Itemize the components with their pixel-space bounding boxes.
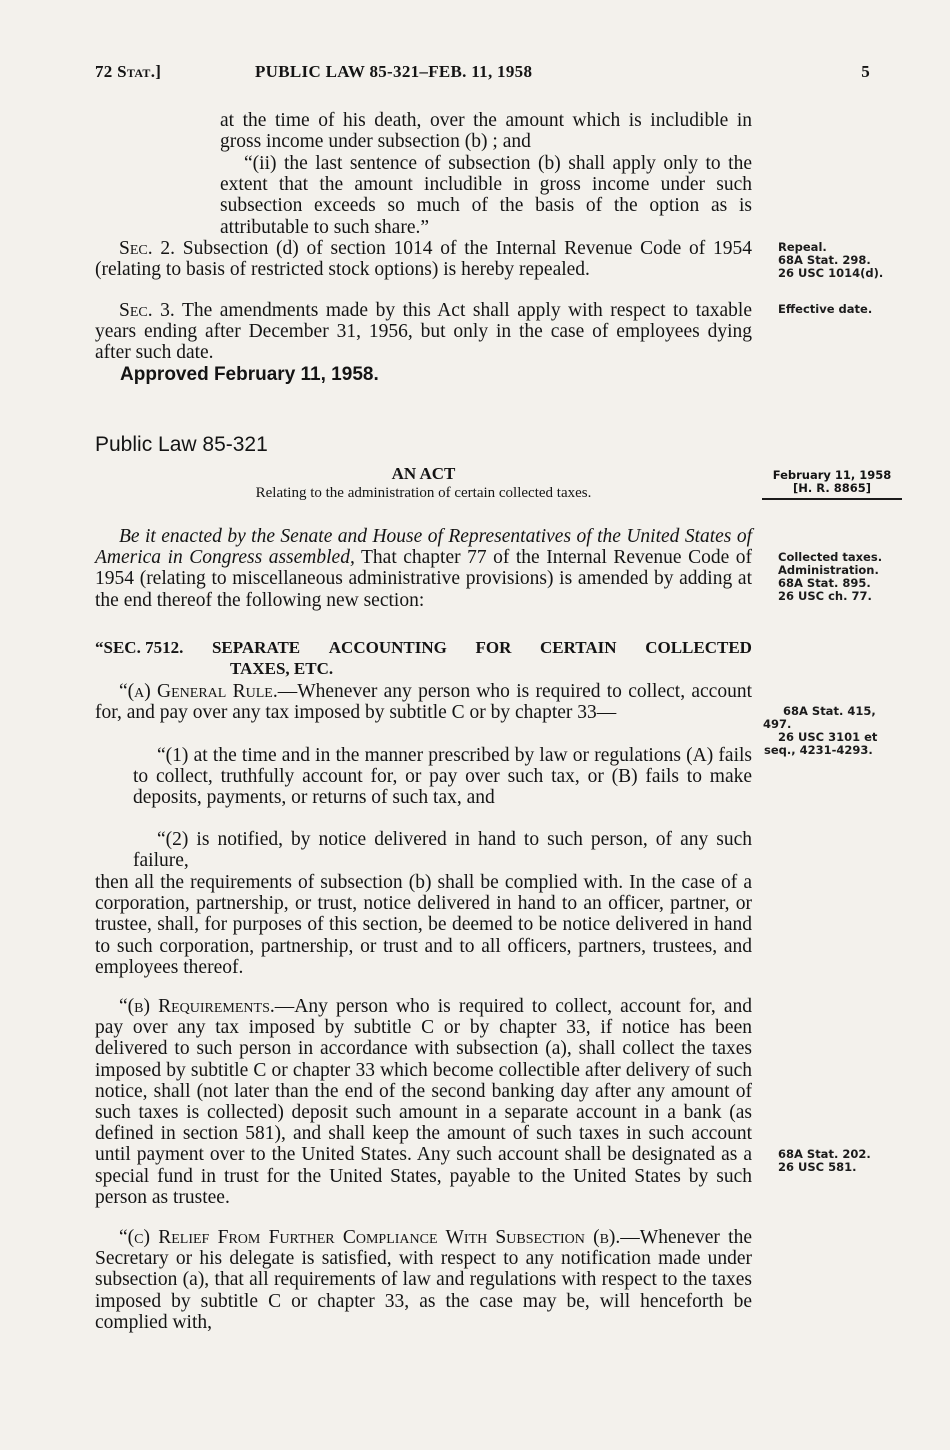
section-3-text: The amendments made by this Act shall apply with respect to taxable years ending after December 31, 1956, but only in the case of employees dying after such date. <box>95 300 752 364</box>
margin-note-repeal <box>778 241 883 280</box>
subsection-a <box>95 681 752 723</box>
subsection-b <box>95 996 752 1208</box>
margin-note-line: 68A Stat. 202. <box>778 1147 871 1161</box>
subsection-a-text: —Whenever any person who is required to collect, account for, and pay over any tax imposed by subtitle C or by chapter 33— <box>95 681 752 724</box>
margin-note-line: Collected taxes. <box>778 550 883 564</box>
subsection-c-text: —Whenever the Secretary or his delegate is satisfied, with respect to any notification made under subsection (a), that all requirements of law and regulations with respect to the taxes imposed by subtitle C or chapter 33, as the case may be, will henceforth be complied with, <box>95 1227 752 1333</box>
section-3-label: Sec. 3. <box>119 300 175 321</box>
margin-note-line: 497. <box>763 717 792 731</box>
margin-note-stat-415 <box>763 705 877 757</box>
margin-note-line: 26 USC ch. 77. <box>778 589 872 603</box>
margin-note-line: seq., 4231-4293. <box>764 743 873 757</box>
continuation-paragraph: at the time of his death, over the amount which is includible in gross income under subsection (b) ; and <box>220 110 752 153</box>
section-3 <box>95 300 752 364</box>
header-title: PUBLIC LAW 85-321–FEB. 11, 1958 <box>255 62 533 81</box>
new-section-heading-line2: TAXES, ETC. <box>230 659 334 678</box>
heading-word: FOR <box>475 638 512 657</box>
section-2-text: Subsection (d) of section 1014 of the Internal Revenue Code of 1954 (relating to basis of restricted stock options) is hereby repealed. <box>95 238 752 281</box>
enacting-clause <box>95 526 752 611</box>
heading-word: ACCOUNTING <box>328 638 447 657</box>
subsection-a-conclusion: then all the requirements of subsection (b) shall be complied with. In the case of a corporation, partnership, or trust, notice delivered in hand to an officer, partner, or trustee, shall, for purposes of this section, be deemed to be notice delivered in hand to such corporation, partnership, or trust and to all officers, partners, trustees, and employees thereof. <box>95 872 752 978</box>
margin-note-line: 68A Stat. 895. <box>778 576 871 590</box>
an-act-heading: AN ACT <box>391 464 456 483</box>
margin-note-line: Administration. <box>778 563 879 577</box>
subsection-b-label: “(b) Requirements. <box>119 996 275 1017</box>
paragraph-a2: “(2) is notified, by notice delivered in hand to such person, of any such failure, <box>133 829 752 872</box>
approved-date: Approved February 11, 1958. <box>120 364 379 385</box>
paragraph-a1: “(1) at the time and in the manner prescribed by law or regulations (A) fails to collect, truthfully account for, or pay over such tax, or (B) fails to make deposits, payments, or returns of such tax, and <box>133 745 752 809</box>
heading-word: COLLECTED <box>645 638 752 657</box>
enactment-date: February 11, 1958 <box>772 468 892 482</box>
margin-note-line: 26 USC 1014(d). <box>778 266 884 280</box>
margin-note-stat-202 <box>778 1148 871 1174</box>
enacting-clause-text: That chapter 77 of the Internal Revenue Code of 1954 (relating to miscellaneous administrative provisions) is amended by adding at the end thereof the following new section: <box>95 547 753 611</box>
page-number: 5 <box>861 62 870 81</box>
subsection-b-text: —Any person who is required to collect, account for, and pay over any tax imposed by subtitle C or by chapter 33, if notice has been delivered to such person in accordance with subsection (a), shall collect the taxes imposed by subtitle C or chapter 33 which become collectible after delivery of such notice, shall (not later than the end of the second banking day after any amount of such taxes is collected) deposit such amount in a separate account in a bank (as defined in section 581), and shall keep the amount of such taxes in such account until payment over to the United States. Any such account shall be designated as a special fund in trust for the United States, payable to the United States by such person as trustee. <box>95 996 752 1208</box>
subsection-a-label: “(a) General Rule. <box>119 681 278 702</box>
subsection-c <box>95 1227 752 1333</box>
new-section-heading-line1 <box>95 637 752 658</box>
margin-note-line: 26 USC 3101 et <box>778 730 878 744</box>
header-stat: 72 Stat.] <box>95 62 162 81</box>
act-subtitle: Relating to the administration of certain collected taxes. <box>255 485 592 501</box>
enactment-date-box <box>762 469 902 500</box>
heading-word: “SEC. 7512. <box>95 638 184 657</box>
public-law-title: Public Law 85-321 <box>95 433 268 456</box>
enacting-clause-italic: Be it enacted by the Senate and House of Representatives of the United States of America in Congress assembled, <box>95 526 752 569</box>
heading-word: SEPARATE <box>211 638 301 657</box>
heading-word: CERTAIN <box>540 638 617 657</box>
new-section-heading <box>95 637 752 679</box>
margin-note-line: Repeal. <box>778 240 827 254</box>
margin-note-collected-taxes <box>778 551 882 603</box>
continuation-paragraph-ii: “(ii) the last sentence of subsection (b) shall apply only to the extent that the amount includible in gross income under such subsection exceeds so much of the basis of the option as is attributable to such share.” <box>220 153 752 238</box>
margin-note-line: 26 USC 581. <box>778 1160 857 1174</box>
margin-note-line: 68A Stat. 415, <box>783 704 876 718</box>
subsection-c-label: “(c) Relief From Further Compliance With Subsection (b). <box>119 1227 621 1248</box>
margin-note-effective-date: Effective date. <box>778 302 873 316</box>
section-2 <box>95 238 752 280</box>
bill-number: [H. R. 8865] <box>793 481 871 495</box>
section-2-label: Sec. 2. <box>119 238 175 259</box>
margin-note-line: 68A Stat. 298. <box>778 253 871 267</box>
